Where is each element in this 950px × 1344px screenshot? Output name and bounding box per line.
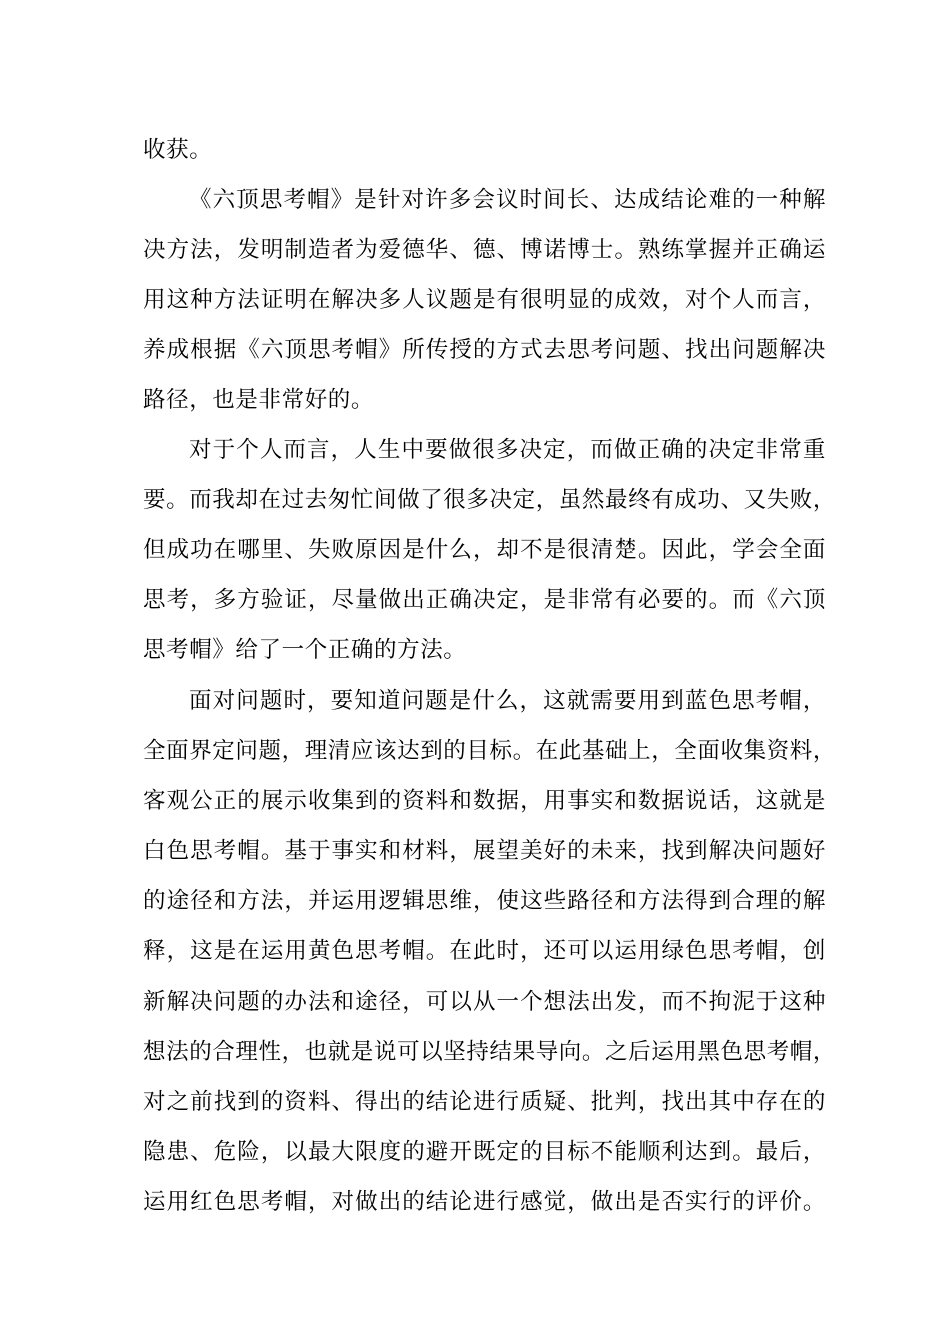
text-line: 思考帽》给了一个正确的方法。 bbox=[143, 637, 467, 663]
text-line: 要。而我却在过去匆忙间做了很多决定，虽然最终有成功、又失败， bbox=[143, 487, 837, 513]
paragraph-first-line: 面对问题时，要知道问题是什么，这就需要用到蓝色思考帽， bbox=[189, 688, 826, 714]
paragraph-first-line: 对于个人而言，人生中要做很多决定，而做正确的决定非常重 bbox=[189, 437, 826, 463]
text-line: 白色思考帽。基于事实和材料，展望美好的未来，找到解决问题好 bbox=[143, 838, 826, 864]
text-line: 新解决问题的办法和途径，可以从一个想法出发，而不拘泥于这种 bbox=[143, 989, 826, 1015]
text-line: 想法的合理性，也就是说可以坚持结果导向。之后运用黑色思考帽， bbox=[143, 1039, 837, 1065]
text-line: 收获。 bbox=[143, 137, 213, 163]
text-line: 决方法，发明制造者为爱德华、德、博诺博士。熟练掌握并正确运 bbox=[143, 237, 826, 263]
text-line: 用这种方法证明在解决多人议题是有很明显的成效，对个人而言， bbox=[143, 287, 826, 313]
paragraph-first-line: 《六顶思考帽》是针对许多会议时间长、达成结论难的一种解 bbox=[189, 187, 826, 213]
text-line: 但成功在哪里、失败原因是什么，却不是很清楚。因此，学会全面 bbox=[143, 537, 826, 563]
text-line: 全面界定问题，理清应该达到的目标。在此基础上，全面收集资料， bbox=[143, 738, 837, 764]
text-line: 路径，也是非常好的。 bbox=[143, 387, 375, 413]
text-line: 的途径和方法，并运用逻辑思维，使这些路径和方法得到合理的解 bbox=[143, 888, 826, 914]
text-line: 客观公正的展示收集到的资料和数据，用事实和数据说话，这就是 bbox=[143, 788, 826, 814]
text-line: 思考，多方验证，尽量做出正确决定，是非常有必要的。而《六顶 bbox=[143, 587, 826, 613]
text-line: 养成根据《六顶思考帽》所传授的方式去思考问题、找出问题解决 bbox=[143, 337, 826, 363]
text-line: 运用红色思考帽，对做出的结论进行感觉，做出是否实行的评价。 bbox=[143, 1189, 826, 1215]
text-line: 对之前找到的资料、得出的结论进行质疑、批判，找出其中存在的 bbox=[143, 1089, 826, 1115]
text-line: 隐患、危险，以最大限度的避开既定的目标不能顺利达到。最后， bbox=[143, 1139, 826, 1165]
text-line: 释，这是在运用黄色思考帽。在此时，还可以运用绿色思考帽，创 bbox=[143, 938, 826, 964]
